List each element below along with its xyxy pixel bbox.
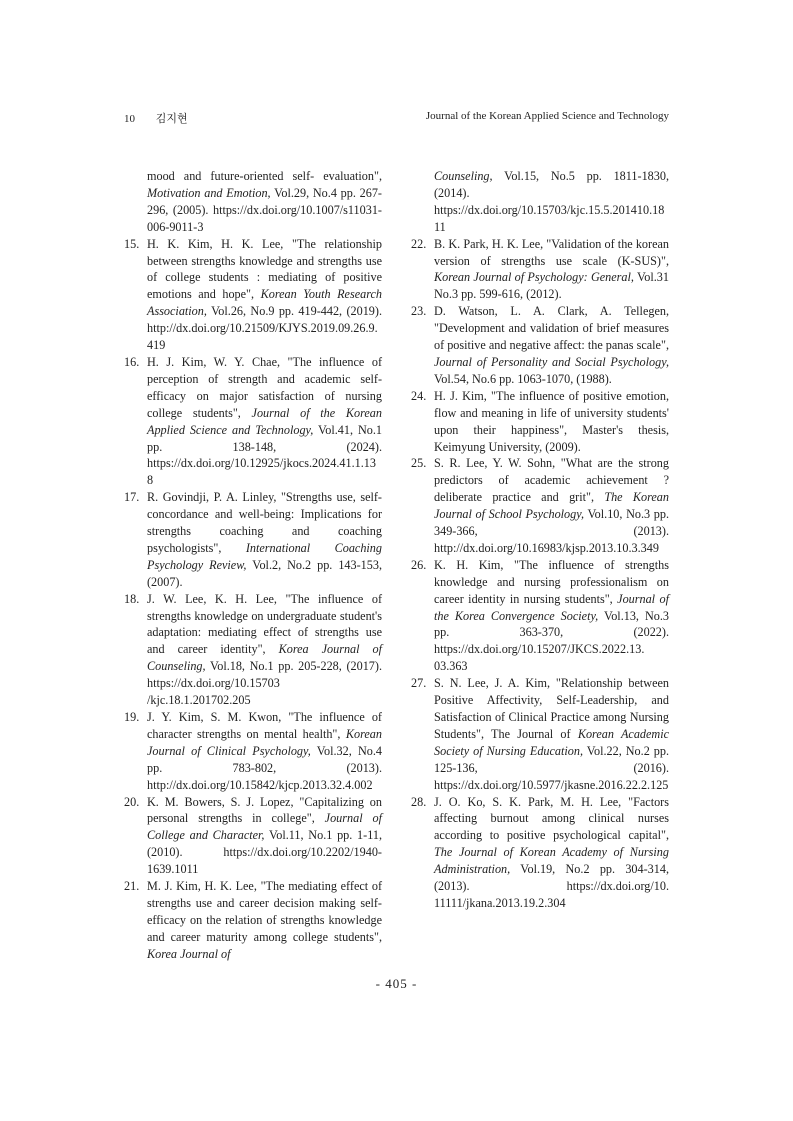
- reference-continuation: [124, 168, 382, 236]
- reference-text: [434, 794, 669, 912]
- reference-number: 21.: [124, 879, 140, 894]
- reference-segment: J. W. Lee, K. H. Lee, "The influence of strengths knowledge on undergraduate student's adaptation: mediating effect of strengths use and career identity",: [147, 591, 382, 657]
- reference-text: [434, 168, 669, 236]
- reference-number: 19.: [124, 710, 140, 724]
- reference-entry: [124, 354, 382, 489]
- reference-entry: [124, 591, 382, 709]
- reference-journal-italic: Motivation and Emotion,: [147, 185, 271, 200]
- header-left: [124, 110, 206, 126]
- reference-journal-italic: Korea Journal of Counseling,: [147, 642, 382, 674]
- reference-text: [434, 675, 669, 793]
- reference-number: 28.: [411, 794, 427, 809]
- reference-number: 25.: [411, 456, 427, 471]
- reference-segment: S. N. Lee, J. A. Kim, "Relationship between Positive Affectivity, Self-Leadership, and Satisfaction of Clinical Practice among Nursing Students", The Journal of: [434, 676, 669, 741]
- reference-text: [434, 388, 669, 456]
- reference-number: 27.: [411, 676, 427, 691]
- reference-entry: [124, 794, 382, 879]
- reference-number: 18.: [124, 591, 140, 606]
- reference-segment: H. K. Kim, H. K. Lee, "The relationship between strengths knowledge and strengths use of college students : mediating of positive emotions and hope",: [147, 236, 382, 302]
- reference-segment: Vol.54, No.6 pp. 1063-1070, (1988).: [434, 371, 612, 386]
- reference-entry: [411, 455, 669, 556]
- reference-segment: B. K. Park, H. K. Lee, "Validation of the korean version of strengths use scale (K-SUS)",: [434, 236, 669, 268]
- reference-column-left: [124, 168, 382, 963]
- reference-text: [147, 354, 382, 489]
- reference-entry: [124, 236, 382, 354]
- reference-journal-italic: Korean Journal of Clinical Psychology,: [147, 726, 382, 758]
- reference-segment: H. J. Kim, W. Y. Chae, "The influence of perception of strength and academic self-efficacy on major satisfaction of nursing college students",: [147, 354, 382, 420]
- reference-entry: [411, 303, 669, 388]
- reference-text: [147, 489, 382, 590]
- reference-column-right: [411, 168, 669, 912]
- reference-text: [434, 455, 669, 556]
- reference-text: [147, 236, 382, 354]
- reference-number: 15.: [124, 236, 140, 251]
- reference-journal-italic: Counseling,: [434, 169, 493, 183]
- reference-number: 26.: [411, 557, 427, 572]
- reference-segment: K. H. Kim, "The influence of strengths knowledge and nursing professionalism on career identity in nursing students",: [434, 557, 669, 606]
- journal-title: Journal of the Korean Applied Science and Technology: [425, 110, 669, 122]
- reference-text: [147, 878, 382, 963]
- reference-segment: Vol.2, No.2 pp. 143-153, (2007).: [147, 557, 382, 589]
- reference-number: 20.: [124, 794, 140, 809]
- reference-segment: S. R. Lee, Y. W. Sohn, "What are the strong predictors of academic achievement ? deliberate practice and grit",: [434, 456, 669, 505]
- reference-journal-italic: Korea Journal of: [147, 946, 231, 961]
- reference-segment: K. M. Bowers, S. J. Lopez, "Capitalizing on personal strengths in college",: [147, 794, 382, 826]
- reference-entry: [411, 675, 669, 793]
- reference-journal-italic: Journal of the Korean Applied Science and Technology,: [147, 405, 382, 437]
- reference-journal-italic: Korean Journal of Psychology: General,: [434, 270, 634, 285]
- reference-segment: R. Govindji, P. A. Linley, "Strengths use, self-concordance and well-being: Implications for strengths coaching and coaching psychologists",: [147, 490, 382, 555]
- reference-number: 22.: [411, 236, 427, 251]
- reference-continuation: [411, 168, 669, 236]
- running-header: [124, 110, 669, 128]
- reference-entry: [411, 388, 669, 456]
- reference-journal-italic: The Korean Journal of School Psychology,: [434, 490, 669, 522]
- reference-journal-italic: Journal of Personality and Social Psychology,: [434, 354, 669, 369]
- reference-segment: Vol.31 No.3 pp. 599-616, (2012).: [434, 270, 669, 302]
- reference-text: [434, 303, 669, 388]
- reference-journal-italic: The Journal of Korean Academy of Nursing Administration,: [434, 845, 669, 877]
- reference-number: 16.: [124, 354, 140, 369]
- reference-text: [147, 168, 382, 236]
- reference-segment: Vol.41, No.1 pp. 138-148, (2024). https://dx.doi.org/10.12925/jkocs.2024.41.1.138: [147, 422, 383, 488]
- author-name: 김지현: [155, 113, 188, 125]
- reference-journal-italic: Korean Youth Research Association,: [147, 287, 382, 319]
- reference-journal-italic: International Coaching Psychology Review,: [147, 540, 382, 572]
- reference-entry: [124, 489, 382, 590]
- reference-number: 24.: [411, 388, 427, 403]
- reference-segment: Vol.32, No.4 pp. 783-802, (2013). http://dx.doi.org/10.15842/kjcp.2013.32.4.002: [147, 743, 382, 792]
- reference-number: 17.: [124, 490, 140, 505]
- reference-entry: [124, 709, 382, 794]
- reference-text: [147, 794, 382, 879]
- page-footer: - 405 -: [375, 976, 418, 991]
- page-number: 10: [124, 113, 135, 125]
- reference-segment: Vol.13, No.3 pp. 363-370, (2022). https://dx.doi.org/10.15207/JKCS.2022.13. 03.363: [434, 608, 669, 674]
- reference-journal-italic: Korean Academic Society of Nursing Education,: [434, 726, 670, 758]
- reference-text: [434, 557, 669, 675]
- reference-segment: D. Watson, L. A. Clark, A. Tellegen, "Development and validation of brief measures of positive and negative affect: the panas scale",: [434, 304, 669, 353]
- reference-segment: J. O. Ko, S. K. Park, M. H. Lee, "Factors affecting burnout among clinical nurses according to positive psychological capital",: [434, 794, 669, 843]
- reference-entry: [124, 878, 382, 963]
- reference-journal-italic: Journal of the Korea Convergence Society,: [434, 591, 669, 623]
- reference-text: [434, 236, 669, 304]
- reference-journal-italic: Journal of College and Character,: [147, 811, 382, 843]
- reference-segment: Vol.11, No.1 pp. 1-11, (2010). https://dx.doi.org/10.2202/1940-1639.1011: [147, 828, 382, 877]
- reference-text: [147, 591, 382, 709]
- reference-segment: J. Y. Kim, S. M. Kwon, "The influence of character strengths on mental health",: [147, 710, 382, 741]
- reference-entry: [411, 236, 669, 304]
- reference-segment: mood and future-oriented self- evaluation",: [147, 169, 382, 183]
- reference-entry: [411, 794, 669, 912]
- reference-segment: Vol.10, No.3 pp. 349-366, (2013). http://dx.doi.org/10.16983/kjsp.2013.10.3.349: [434, 507, 669, 555]
- reference-text: [147, 709, 382, 794]
- reference-segment: Vol.22, No.2 pp. 125-136, (2016). https://dx.doi.org/10.5977/jkasne.2016.22.2.125: [434, 743, 670, 792]
- reference-segment: H. J. Kim, "The influence of positive emotion, flow and meaning in life of university students' upon their happiness", Master's thesis, Keimyung University, (2009).: [434, 388, 669, 454]
- reference-segment: Vol.26, No.9 pp. 419-442, (2019). http://dx.doi.org/10.21509/KJYS.2019.09.26.9.419: [147, 304, 382, 353]
- reference-segment: Vol.18, No.1 pp. 205-228, (2017). https://dx.doi.org/10.15703 /kjc.18.1.201702.205: [147, 659, 382, 708]
- reference-entry: [411, 557, 669, 675]
- reference-segment: Vol.29, No.4 pp. 267-296, (2005). https://dx.doi.org/10.1007/s11031-006-9011-3: [147, 185, 382, 234]
- reference-number: 23.: [411, 304, 427, 319]
- reference-segment: M. J. Kim, H. K. Lee, "The mediating effect of strengths use and career decision making self-efficacy on the relation of strengths knowledge and career maturity among college students",: [147, 879, 382, 944]
- reference-segment: Vol.15, No.5 pp. 1811-1830, (2014). https://dx.doi.org/10.15703/kjc.15.5.201410.1811: [434, 169, 669, 234]
- reference-segment: Vol.19, No.2 pp. 304-314, (2013). https://dx.doi.org/10. 11111/jkana.2013.19.2.304: [434, 862, 669, 910]
